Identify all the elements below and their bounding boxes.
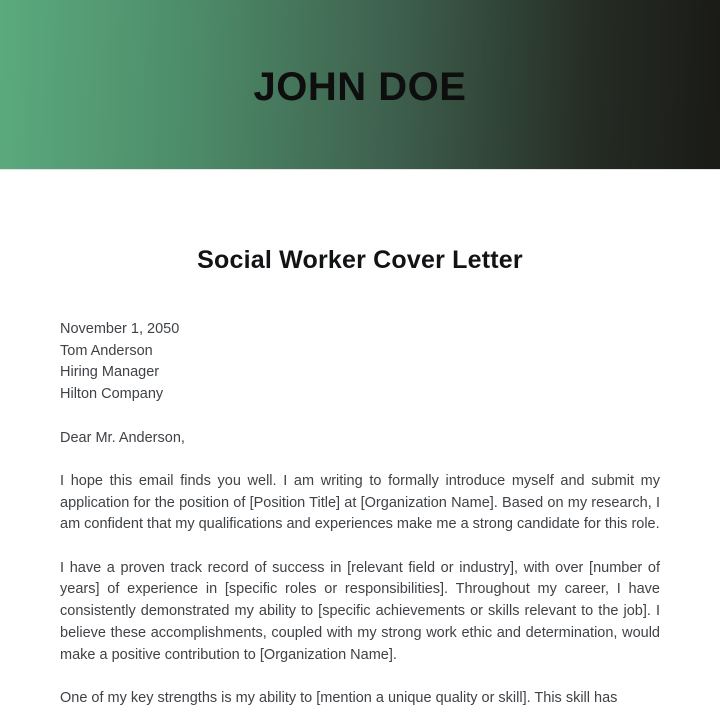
header-banner <box>0 0 720 170</box>
letter-body <box>0 170 720 710</box>
company-line: Hilton Company <box>60 386 164 403</box>
recipient-title-line: Hiring Manager <box>60 364 160 381</box>
date-line: November 1, 2050 <box>60 321 180 337</box>
applicant-name-heading: JOHN DOE <box>253 65 467 109</box>
letter-paragraph-2: I have a proven track record of success in [relevant field or industry], with over [number of years] of experience in [specific roles or responsibilities]. Throughout my career, I have consistently demonstrated my ability to [specific achievements or skills relevant to the job]. I believe these accomplishments, coupled with my strong work ethic and determination, would make a positive contribution to [Organization Name]. <box>60 559 660 663</box>
letter-meta-block <box>60 319 660 406</box>
recipient-name-line: Tom Anderson <box>60 342 153 359</box>
letter-paragraph-1: I hope this email finds you well. I am writing to formally introduce myself and submit my application for the position of [Position Title] at [Organization Name]. Based on my research, I am confident that my qualifications and experiences make me a strong candidate for this role. <box>60 472 660 533</box>
letter-paragraph-3: One of my key strengths is my ability to [mention a unique quality or skill]. This skill has <box>60 689 618 706</box>
letter-title: Social Worker Cover Letter <box>197 246 523 274</box>
salutation-line: Dear Mr. Anderson, <box>60 429 185 446</box>
